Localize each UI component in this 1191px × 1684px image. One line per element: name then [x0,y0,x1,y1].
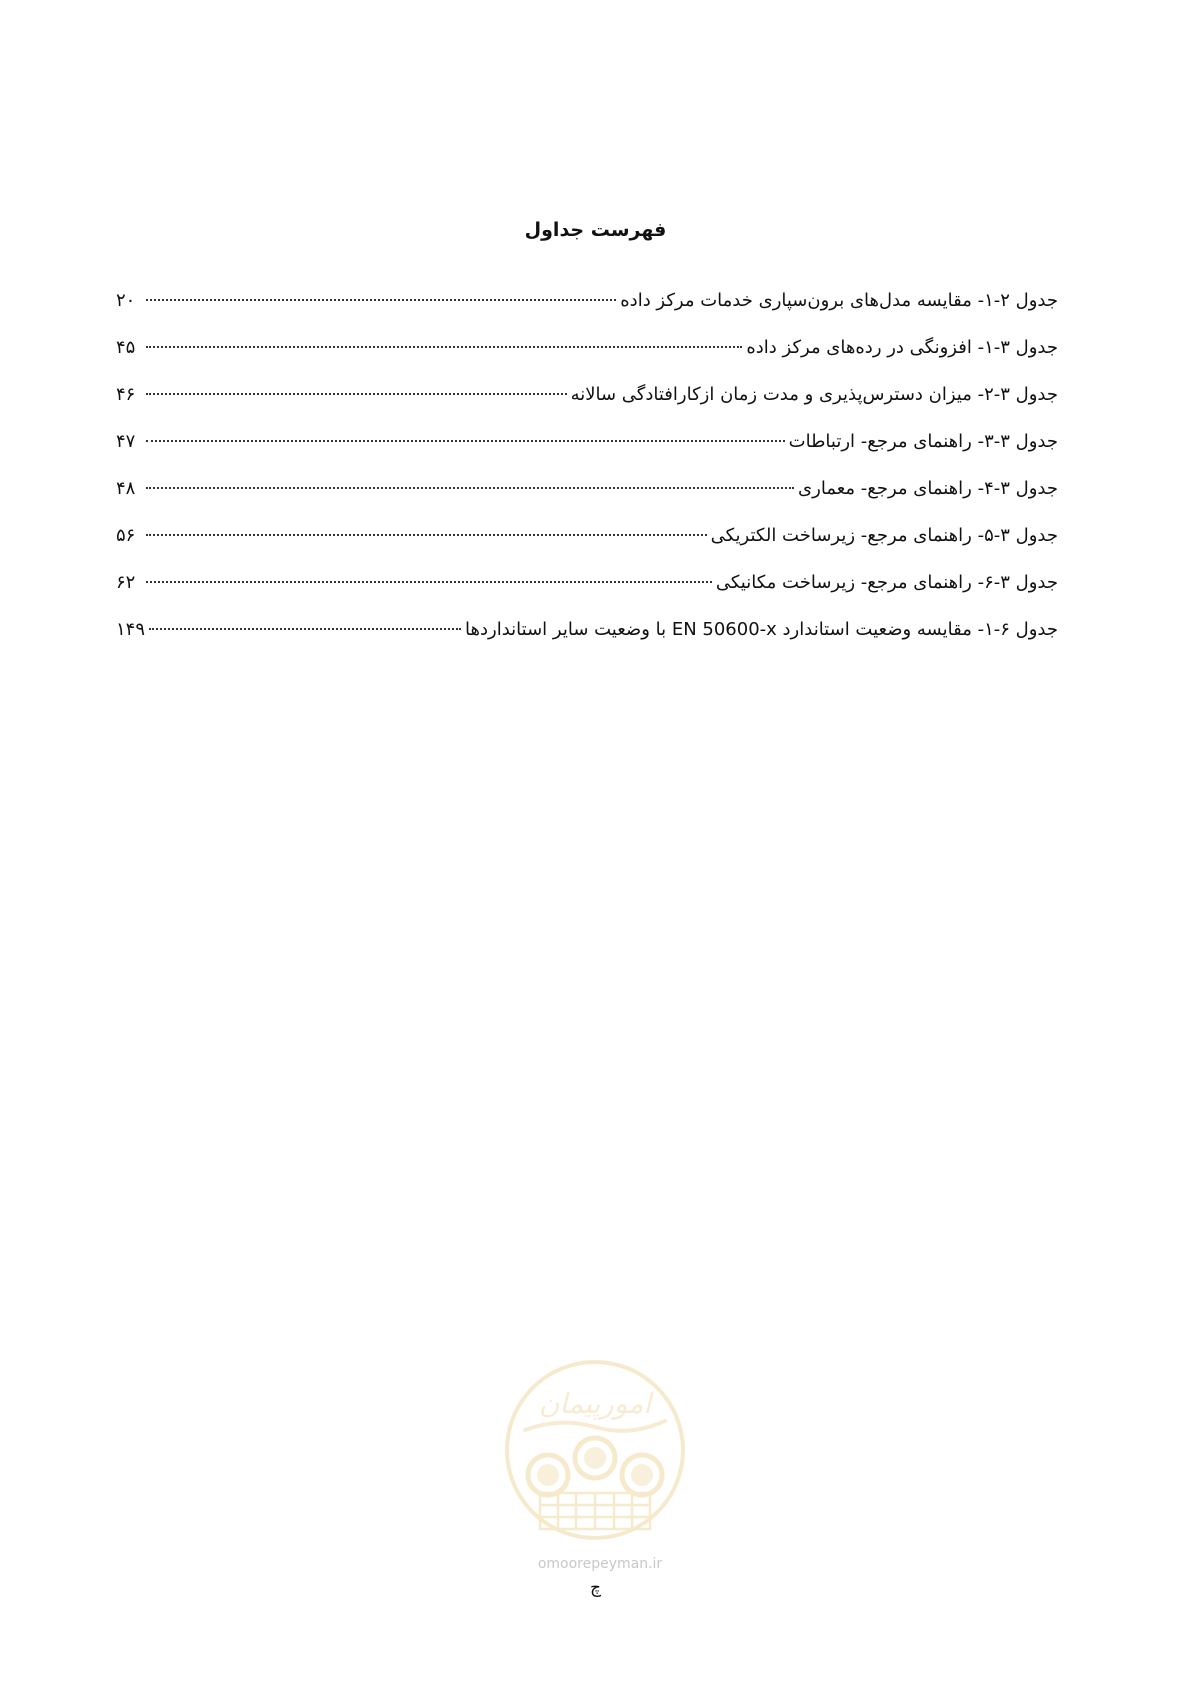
toc-dot-leader [146,393,567,395]
watermark-site-text: omoorepeyman.ir [537,1556,663,1572]
toc-entry-title: جدول ۳-۲- میزان دسترس‌پذیری و مدت زمان ازکارافتادگی سالانه [570,384,1058,405]
toc-row[interactable] [116,335,1058,382]
toc-page-number: ۲۰ [116,290,136,311]
toc-entry-title: جدول ۳-۱- افزونگی در رده‌های مرکز داده [746,337,1058,358]
toc-page-number: ۱۴۹ [116,619,146,640]
page-title: فهرست جداول [524,219,667,241]
toc-entry-title: جدول ۳-۳- راهنمای مرجع- ارتباطات [788,431,1058,452]
toc-entry-title: جدول ۳-۶- راهنمای مرجع- زیرساخت مکانیکی [715,572,1058,593]
toc-dot-leader [146,487,794,489]
toc-dot-leader [146,581,712,583]
toc-row[interactable] [116,476,1058,523]
toc-page-number: ۴۵ [116,337,136,358]
toc-dot-leader [146,534,707,536]
toc-dot-leader [149,628,461,630]
table-of-contents [116,288,1058,664]
toc-row[interactable] [116,288,1058,335]
toc-row[interactable] [116,429,1058,476]
watermark-logo-lettering: امورپیمان [538,1387,652,1420]
toc-dot-leader [146,299,616,301]
toc-page-number: ۴۷ [116,431,136,452]
toc-page-number: ۴۶ [116,384,136,405]
toc-entry-title: جدول ۶-۱- مقایسه وضعیت استاندارد EN 50600-x با وضعیت سایر استانداردها [465,619,1058,640]
page-number: چ [590,1578,601,1598]
toc-row[interactable] [116,570,1058,617]
toc-dot-leader [146,346,742,348]
toc-entry-title: جدول ۳-۵- راهنمای مرجع- زیرساخت الکتریکی [710,525,1058,546]
toc-dot-leader [146,440,785,442]
toc-page-number: ۴۸ [116,478,136,499]
toc-row[interactable] [116,523,1058,570]
toc-entry-title: جدول ۳-۴- راهنمای مرجع- معماری [798,478,1058,499]
toc-row[interactable] [116,617,1058,664]
toc-entry-title: جدول ۲-۱- مقایسه مدل‌های برون‌سپاری خدمات مرکز داده [620,290,1058,311]
toc-row[interactable] [116,382,1058,429]
toc-page-number: ۵۶ [116,525,136,546]
watermark-logo [500,1355,690,1545]
toc-page-number: ۶۲ [116,572,136,593]
